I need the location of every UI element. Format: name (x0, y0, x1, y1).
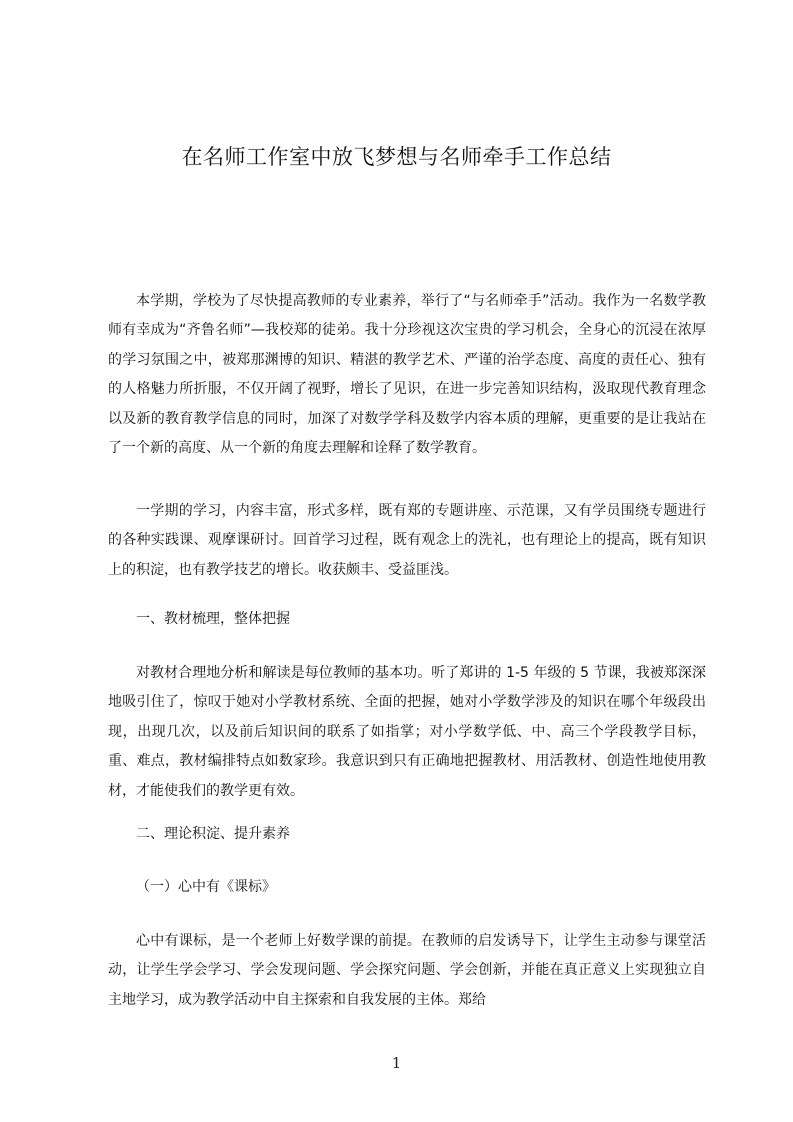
subsection-heading-1: （一）心中有《课标》 (136, 879, 276, 895)
section-heading-1: 一、教材梳理，整体把握 (136, 611, 290, 627)
paragraph-textbook: 对教材合理地分析和解读是每位教师的基本功。听了郑讲的 1-5 年级的 5 节课，我被郑深深地吸引住了，惊叹于她对小学教材系统、全面的把握，她对小学数学涉及的知识在哪个年级段出现，出现几次，以及前后知识间的联系了如指掌；对小学数学低、中、高三个学段教学目标，重、难点，教材编排特点如数家珍。我意识到只有正确地把握教材、用活教材、创造性地使用教材，才能使我们的教学更有效。 (108, 665, 706, 799)
section-heading-2: 二、理论积淀、提升素养 (136, 826, 290, 842)
page-number: 1 (391, 1054, 402, 1072)
paragraph-semester: 一学期的学习，内容丰富，形式多样，既有郑的专题讲座、示范课，又有学员围绕专题进行的各种实践课、观摩课研讨。回首学习过程，既有观念上的洗礼，也有理论上的提高，既有知识上的积淀，也有教学技艺的增长。收获颇丰、受益匪浅。 (108, 503, 706, 578)
document-title: 在名师工作室中放飞梦想与名师牵手工作总结 (181, 145, 612, 169)
paragraph-intro: 本学期，学校为了尽快提高教师的专业素养，举行了“与名师牵手”活动。我作为一名数学教师有幸成为“齐鲁名师”—我校郑的徒弟。我十分珍视这次宝贵的学习机会，全身心的沉浸在浓厚的学习氛围之中，被郑那渊博的知识、精湛的教学艺术、严谨的治学态度、高度的责任心、独有的人格魅力所折服，不仅开阔了视野，增长了见识，在进一步完善知识结构，汲取现代教育理念以及新的教育教学信息的同时，加深了对数学学科及数学内容本质的理解，更重要的是让我站在了一个新的高度、从一个新的角度去理解和诠释了数学教育。 (108, 293, 706, 457)
paragraph-curriculum: 心中有课标，是一个老师上好数学课的前提。在教师的启发诱导下，让学生主动参与课堂活动，让学生学会学习、学会发现问题、学会探究问题、学会创新，并能在真正意义上实现独立自主地学习，成为教学活动中自主探索和自我发展的主体。郑给 (108, 933, 706, 1008)
